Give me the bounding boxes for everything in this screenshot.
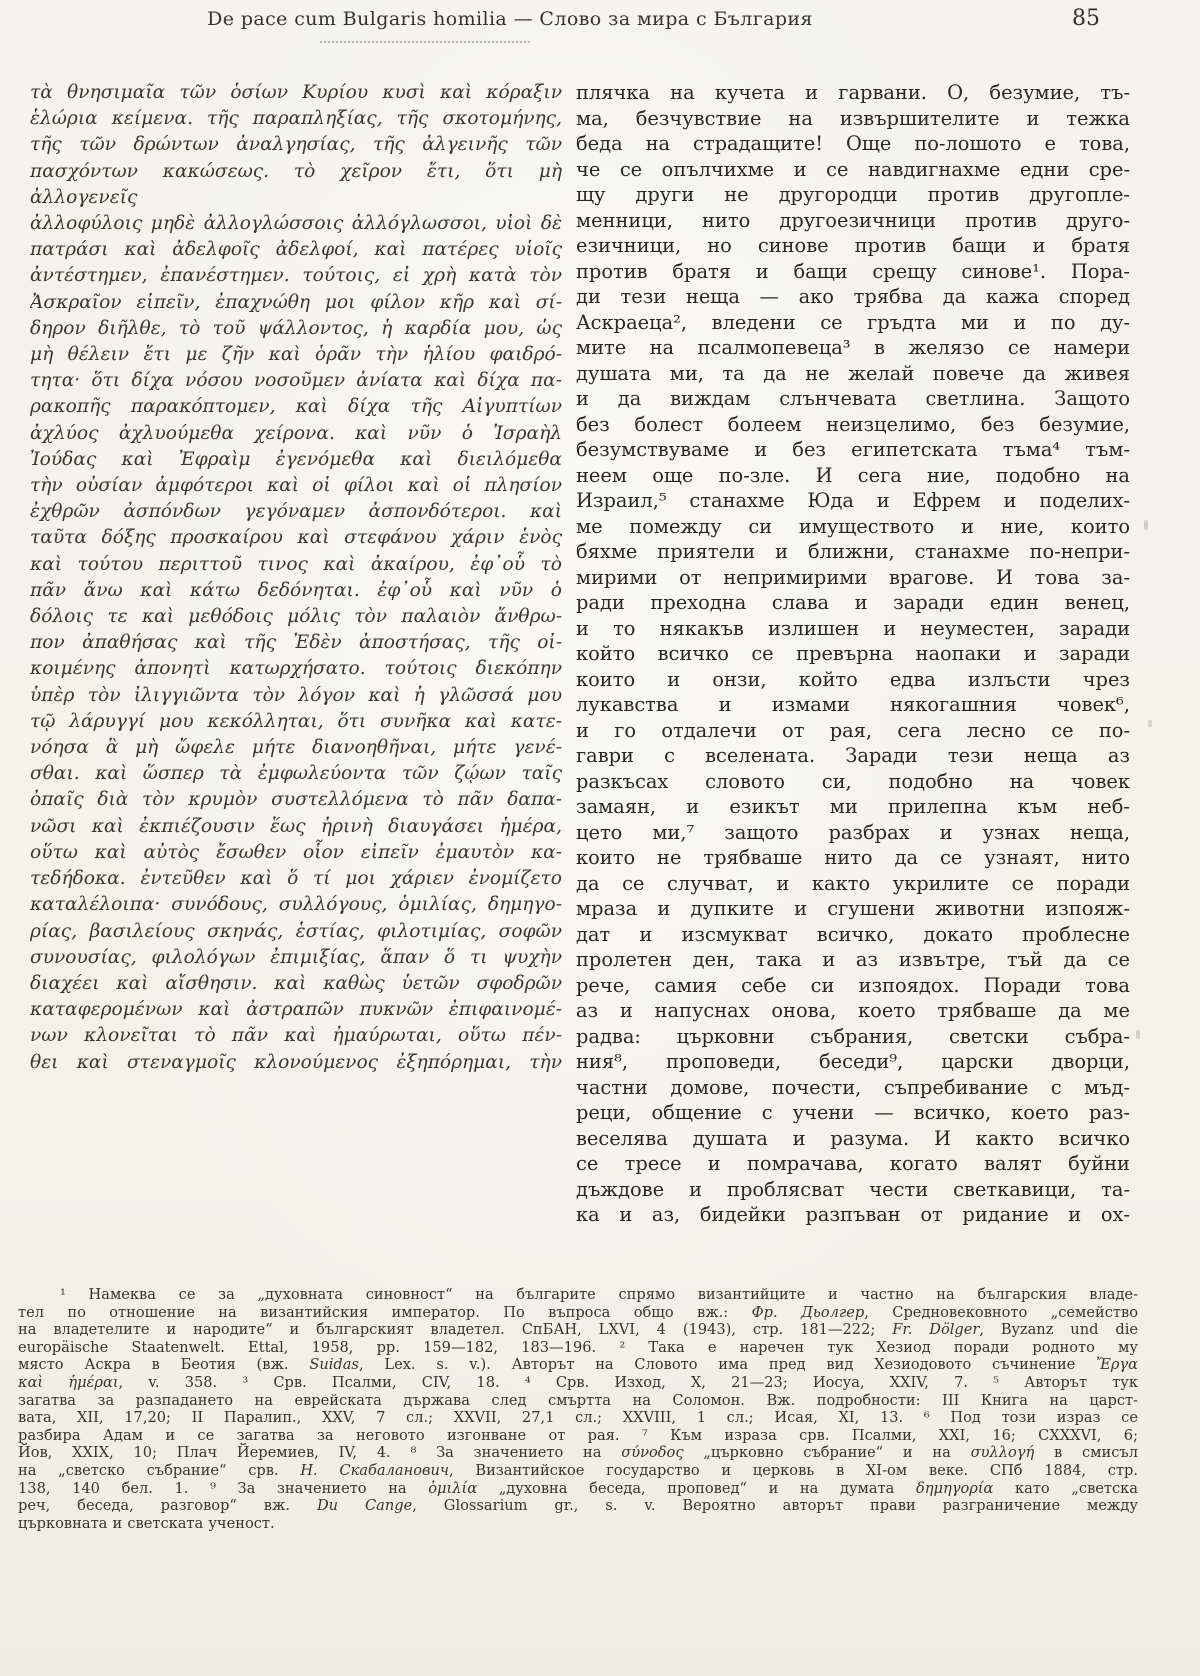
greek-text-line: καταφερομένων καὶ ἀστραπῶν πυκνῶν ἐπιφαινομέ-	[30, 999, 562, 1021]
bulgarian-text-line: аз и напуснах онова, което трябваше да ме	[576, 999, 1130, 1022]
bulgarian-text-line: беда на страдащите! Още по-лошото е това,	[576, 132, 1130, 155]
greek-text-line: πον ἀπαθήσας καὶ τῆς Ἐδὲν ἀποστήσας, τῆς οἰ-	[30, 632, 562, 654]
greek-text-line: καὶ τούτου περιττοῦ τινος καὶ ἀκαίρου, ἐφ᾽οὗ τὸ	[30, 553, 562, 575]
bulgarian-text-line: Израил,⁵ станахме Юда и Ефрем и поделих-	[576, 489, 1130, 512]
bulgarian-text-line: дат и изсмукват всичко, докато проблесне	[576, 922, 1130, 946]
footnotes-section	[18, 1286, 1138, 1532]
bulgarian-text-line: мирими от непримирими врагове. И това за-	[576, 565, 1130, 589]
greek-text-line: οὕτω καὶ αὐτὸς ἔσωθεν οἷον εἰπεῖν ἐμαυτὸν κα-	[30, 841, 562, 863]
footnote-line: църковната и светската ученост.	[18, 1514, 275, 1532]
bulgarian-text-line: менници, нито другоезичници против друго-	[576, 208, 1130, 232]
footnote-line: загатва за разпадането на еврейската държава след смъртта на Соломон. Вж. подробности: III Книга на царст-	[18, 1391, 1138, 1409]
footnote-line: място Аскра в Беотия (вж. Suidas, Lex. s. v.). Авторът на Словото има пред вид Хезиодовото съчинение Ἔργα	[18, 1356, 1138, 1374]
bulgarian-text-line: и го отдалечи от рая, сега лесно се по-	[576, 718, 1130, 742]
greek-text-line: μὴ θέλειν ἔτι με ζῆν καὶ ὁρᾶν τὴν ἡλίου φαιδρό-	[30, 344, 562, 366]
greek-text-line: Ἰούδας καὶ Ἐφραὶμ ἐγενόμεθα καὶ διειλόμεθα	[30, 448, 562, 470]
greek-text-line: ρακοπῆς παρακόπτομεν, καὶ δίχα τῆς Αἰγυπτίων	[30, 396, 562, 418]
greek-text-line: Ἀσκραῖον εἰπεῖν, ἐπαχνώθη μοι φίλον κῆρ καὶ σί-	[30, 291, 562, 313]
page-header	[0, 8, 1200, 48]
bulgarian-text-line: гаври с вселената. Заради тези неща аз	[576, 744, 1130, 767]
bulgarian-text-line: мите на псалмопевеца³ в желязо се намери	[576, 336, 1130, 359]
footnote-line: 138, 140 бел. 1. ⁹ За значението на ὁμιλία „духовна беседа, проповед“ и на думата δημηγορία като „светска	[18, 1479, 1138, 1497]
bulgarian-text-line: неем още по-зле. И сега ние, подобно на	[576, 463, 1130, 487]
greek-text-line: νων κλονεῖται τὸ πᾶν καὶ ἠμαύρωται, οὕτω πέν-	[30, 1025, 562, 1047]
bulgarian-text-line: душата ми, та да не желай повече да живея	[576, 361, 1130, 385]
bulgarian-text-line: които и онзи, който едва излъсти чрез	[576, 667, 1130, 691]
bulgarian-text-line: мраза и дупките и сгушени животни изпояж-	[576, 897, 1130, 920]
page-number: 85	[1072, 6, 1100, 31]
footnote-line: Йов, XXIX, 10; Плач Йеремиев, IV, 4. ⁸ За значението на σύνοδος „църковно събрание“ и на συλλογή в смисъл	[18, 1444, 1138, 1462]
bulgarian-text-line: че се опълчихме и се навдигнахме едни сре-	[576, 157, 1130, 181]
bulgarian-text-line: които не трябваше нито да се узнаят, нито	[576, 846, 1130, 869]
bulgarian-text-line: дъждове и проблясват чести светкавици, та-	[576, 1177, 1130, 1201]
greek-text-line: πᾶν ἄνω καὶ κάτω δεδόνηται. ἐφ᾽οὗ καὶ νῦν ὁ	[30, 579, 562, 601]
footnote-line: разбира Адам и се загатва за неговото изгонване от рая. ⁷ Към израза срв. Псалми, XXI, 16; CXXXVI, 6;	[18, 1426, 1138, 1444]
greek-text-line: κοιμένης ἀπονητὶ κατωρχήσατο. τούτοις διεκόπην	[30, 658, 562, 680]
bulgarian-text-line: рече, самия себе си изпоядох. Поради това	[576, 973, 1130, 997]
greek-text-line: διαχέει καὶ αἴσθησιν. καὶ καθὼς ὑετῶν σφοδρῶν	[30, 972, 562, 994]
bulgarian-text-line: да се случват, и както укрилите се поради	[576, 871, 1130, 895]
bulgarian-text-line: Аскраеца², вледени се гръдта ми и по ду-	[576, 310, 1130, 334]
scan-artifact	[1136, 1030, 1140, 1039]
bulgarian-text-line: се тресе и помрачава, когато валят буйни	[576, 1152, 1130, 1175]
bulgarian-text-line: щу други не другородци против другопле-	[576, 183, 1130, 206]
bulgarian-text-line: против братя и бащи срещу синове¹. Пора-	[576, 259, 1130, 283]
greek-text-line: ὀπαῖς διὰ τὸν κρυμὸν συστελλόμενα τὸ πᾶν δαπα-	[30, 789, 562, 811]
bulgarian-text-line: бяхме приятели и ближни, станахме по-непри-	[576, 540, 1130, 563]
footnote-line: реч, беседа, разговор“ вж. Du Cange, Glossarium gr., s. v. Вероятно авторът прави разграничение между	[18, 1497, 1138, 1515]
bulgarian-text-line: веселява душата и разума. И както всичко	[576, 1126, 1130, 1150]
bulgarian-text-line: разкъсах словото си, подобно на човек	[576, 769, 1130, 793]
bulgarian-text-line: безумствуваме и без египетската тъма⁴ тъм-	[576, 438, 1130, 461]
greek-text-line: νῶσι καὶ ἐκπιέζουσιν ἕως ἠρινὴ διαυγάσει ἡμέρα,	[30, 815, 562, 837]
bulgarian-text-line: ради преходна слава и заради един венец,	[576, 591, 1130, 614]
bulgarian-text-line: който всичко се превърна наопаки и заради	[576, 642, 1130, 665]
footnote-line: καὶ ἡμέραι, v. 358. ³ Срв. Псалми, CIV, 18. ⁴ Срв. Изход, X, 21—23; Иосуа, XXIV, 7. ⁵ Авторът тук	[18, 1373, 1138, 1391]
bulgarian-text-line: ма, безчувствие на извършителите и тежка	[576, 106, 1130, 130]
bulgarian-text-line: ния⁸, проповеди, беседи⁹, царски дворци,	[576, 1050, 1130, 1073]
greek-text-column	[30, 80, 562, 1076]
bulgarian-text-line: пролетен ден, така и аз извътре, тъй да се	[576, 948, 1130, 971]
bulgarian-text-line: без болест болеем неизцелимо, без безумие,	[576, 412, 1130, 436]
greek-text-line: δηρον διῆλθε, τὸ τοῦ ψάλλοντος, ἡ καρδία μου, ὡς	[30, 317, 562, 339]
bulgarian-text-line: плячка на кучета и гарвани. О, безумие, тъ-	[576, 81, 1130, 104]
greek-text-line: ταῦτα δόξης προσκαίρου καὶ στεφάνου χάριν ἑνὸς	[30, 527, 562, 549]
greek-text-line: ἀλλοφύλοις μηδὲ ἀλλογλώσσοις ἀλλόγλωσσοι, υἱοὶ δὲ	[30, 213, 562, 235]
footnote-line: вата, XII, 17,20; II Паралип., XXV, 7 сл.; XXVII, 27,1 сл.; XXVIII, 1 сл.; Исая, XI, 13. ⁶ Под този израз се	[18, 1409, 1138, 1427]
footnote-line: europäische Staatenwelt. Ettal, 1958, pp. 159—182, 183—196. ² Така е наречен тук Хезиод поради родното му	[18, 1338, 1138, 1356]
footnote-line: на „светско събрание“ срв. Н. Скабаланович, Византийское государство и церковь в XI-ом веке. СПб 1884, стр.	[18, 1461, 1138, 1479]
greek-text-line: καταλέλοιπα· συνόδους, συλλόγους, ὁμιλίας, δημηγο-	[30, 894, 562, 916]
greek-text-line: συνουσίας, φιλολόγων ἐπιμιξίας, ἅπαν ὅ τι ψυχὴν	[30, 946, 562, 968]
footnote-line: на владетелите и народите“ и българският владетел. СпБАН, LXVI, 4 (1943), стр. 181—222; Fr. Dölger, Byzanz und die	[18, 1321, 1138, 1339]
greek-text-line: τῷ λάρυγγί μου κεκόλληται, ὅτι συνῆκα καὶ κατε-	[30, 710, 562, 732]
greek-text-line: νόησα ἃ μὴ ὤφελε μήτε διανοηθῆναι, μήτε γενέ-	[30, 737, 562, 759]
greek-text-line: πασχόντων κακώσεως. τὸ χεῖρον ἔτι, ὅτι μὴ ἀλλογενεῖς	[30, 160, 562, 208]
greek-text-line: δόλοις τε καὶ μεθόδοις μόλις τὸν παλαιὸν ἄνθρω-	[30, 606, 562, 628]
bulgarian-text-line: и то някакъв излишен и неуместен, заради	[576, 616, 1130, 640]
greek-text-line: θει καὶ στεναγμοῖς κλονούμενος ἐξηπόρημαι, τὴν	[30, 1051, 562, 1073]
scan-artifact	[1144, 520, 1148, 530]
greek-text-line: τεδήδοκα. ἐντεῦθεν καὶ ὅ τί μοι χάριεν ἐνομίζετο	[30, 868, 562, 890]
bulgarian-text-line: замаян, и езикът ми прилепна към неб-	[576, 795, 1130, 818]
bulgarian-text-line: цето ми,⁷ защото разбрах и узнах неща,	[576, 820, 1130, 844]
greek-text-line: τῆς τῶν δρώντων ἀναλγησίας, τῆς ἀλγεινῆς τῶν	[30, 134, 562, 156]
greek-text-line: ἀντέστημεν, ἐπανέστημεν. τούτοις, εἰ χρὴ κατὰ τὸν	[30, 265, 562, 287]
bulgarian-text-line: ка и аз, бидейки разпъван от ридание и ох-	[576, 1203, 1130, 1226]
greek-text-line: πατράσι καὶ ἀδελφοῖς ἀδελφοί, καὶ πατέρες υἱοῖς	[30, 239, 562, 261]
greek-text-line: ἐχθρῶν ἀσπόνδων γεγόναμεν ἀσπονδότεροι. καὶ	[30, 501, 562, 523]
bulgarian-text-line: и да виждам слънчевата светлина. Защото	[576, 387, 1130, 410]
scan-artifact	[320, 38, 530, 43]
greek-text-line: σθαι. καὶ ὥσπερ τὰ ἐμφωλεύοντα τῶν ζῴων ταῖς	[30, 763, 562, 785]
greek-text-line: τητα· ὅτι δίχα νόσου νοσοῦμεν ἀνίατα καὶ δίχα πα-	[30, 370, 562, 392]
bulgarian-text-line: ме помежду си имуществото и ние, които	[576, 514, 1130, 538]
greek-text-line: ἑλώρια κείμενα. τῆς παραπληξίας, τῆς σκοτομήνης,	[30, 108, 562, 130]
bulgarian-text-line: ди тези неща — ако трябва да кажа според	[576, 285, 1130, 308]
greek-text-line: ἀχλύος ἀχλυούμεθα χείρονα. καὶ νῦν ὁ Ἰσραὴλ	[30, 422, 562, 444]
greek-text-line: ὑπὲρ τὸν ἰλιγγιῶντα τὸν λόγον καὶ ἡ γλῶσσά μου	[30, 684, 562, 706]
bulgarian-text-line: реци, общение с учени — всичко, което раз-	[576, 1101, 1130, 1124]
bulgarian-text-line: радва: църковни събрания, светски събра-	[576, 1024, 1130, 1048]
greek-text-line: τὰ θνησιμαῖα τῶν ὁσίων Κυρίου κυσὶ καὶ κόραξιν	[30, 82, 562, 103]
footnote-line: тел по отношение на византийския император. По въпроса общо вж.: Фр. Дьолгер, Средновековното „семейство	[18, 1303, 1138, 1321]
running-title: De pace cum Bulgaris homilia — Слово за мира с България	[207, 8, 813, 30]
bulgarian-text-line: частни домове, почести, съпребивание с мъд-	[576, 1075, 1130, 1099]
greek-text-line: τὴν οὐσίαν ἀμφότεροι καὶ οἱ φίλοι καὶ οἱ πλησίον	[30, 475, 562, 497]
bulgarian-text-column	[576, 80, 1130, 1228]
bulgarian-text-line: лукавства и измами някогашния човек⁶,	[576, 693, 1130, 716]
greek-text-line: ρίας, βασιλείους σκηνάς, ἑστίας, φιλοτιμίας, σοφῶν	[30, 920, 562, 942]
footnote-line: ¹ Намеква се за „духовната синовност“ на българите спрямо византийците и частно на българския владе-	[60, 1286, 1138, 1303]
scan-artifact	[1148, 720, 1152, 727]
bulgarian-text-line: езичници, но синове против бащи и братя	[576, 234, 1130, 257]
